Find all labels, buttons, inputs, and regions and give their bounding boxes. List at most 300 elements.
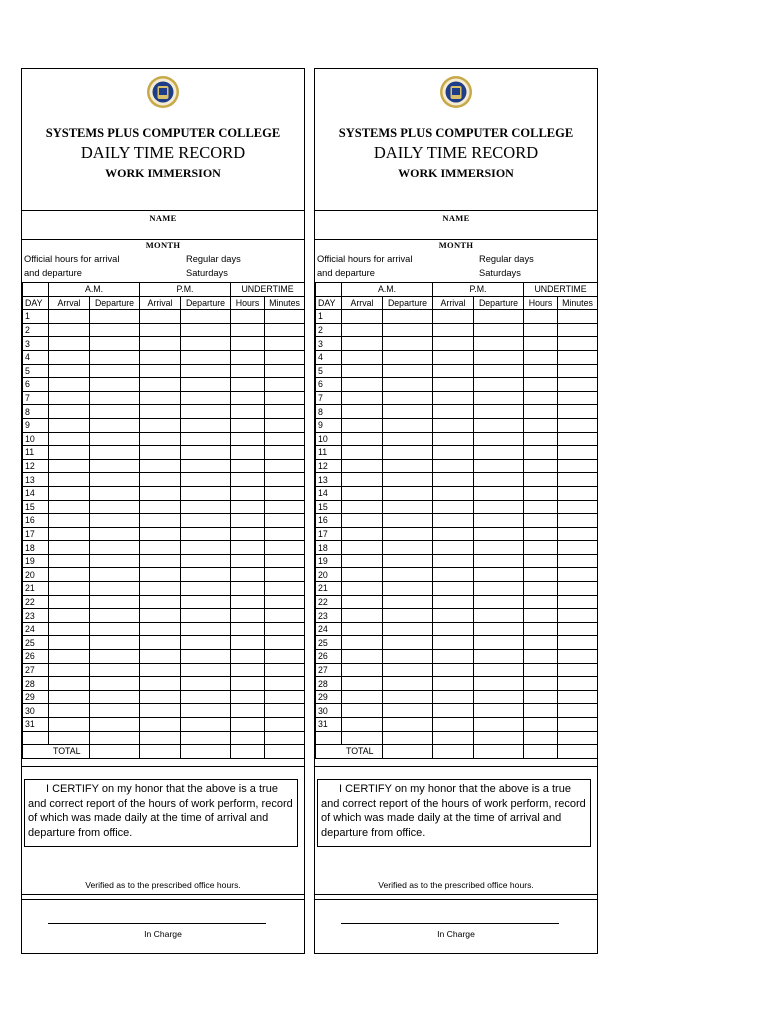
undertime-hours-cell[interactable] (524, 418, 558, 432)
am-departure-cell[interactable] (90, 554, 140, 568)
pm-departure-cell[interactable] (181, 718, 231, 732)
signature-line[interactable] (341, 923, 559, 924)
undertime-hours-cell[interactable] (231, 650, 265, 664)
am-departure-cell[interactable] (383, 378, 433, 392)
pm-arrival-cell[interactable] (140, 310, 181, 324)
undertime-hours-cell[interactable] (231, 663, 265, 677)
undertime-minutes-cell[interactable] (558, 364, 598, 378)
pm-arrival-cell[interactable] (433, 704, 474, 718)
pm-arrival-cell[interactable] (433, 500, 474, 514)
pm-departure-cell[interactable] (474, 622, 524, 636)
am-departure-cell[interactable] (90, 500, 140, 514)
pm-arrival-cell[interactable] (433, 582, 474, 596)
am-departure-cell[interactable] (90, 527, 140, 541)
am-arrival-cell[interactable] (342, 704, 383, 718)
pm-arrival-cell[interactable] (433, 337, 474, 351)
am-departure-cell[interactable] (90, 541, 140, 555)
undertime-hours-cell[interactable] (524, 595, 558, 609)
undertime-minutes-cell[interactable] (558, 405, 598, 419)
undertime-minutes-cell[interactable] (265, 663, 305, 677)
pm-arrival-cell[interactable] (433, 677, 474, 691)
am-arrival-cell[interactable] (342, 310, 383, 324)
pm-arrival-cell[interactable] (433, 418, 474, 432)
pm-arrival-cell[interactable] (433, 364, 474, 378)
undertime-minutes-cell[interactable] (265, 595, 305, 609)
name-field[interactable] (22, 210, 304, 240)
am-departure-cell[interactable] (90, 337, 140, 351)
am-departure-cell[interactable] (90, 663, 140, 677)
undertime-minutes-cell[interactable] (558, 650, 598, 664)
undertime-minutes-cell[interactable] (558, 582, 598, 596)
undertime-minutes-cell[interactable] (558, 609, 598, 623)
am-departure-cell[interactable] (90, 690, 140, 704)
am-arrival-cell[interactable] (342, 554, 383, 568)
am-arrival-cell[interactable] (342, 391, 383, 405)
undertime-minutes-cell[interactable] (265, 527, 305, 541)
pm-arrival-cell[interactable] (433, 609, 474, 623)
am-arrival-cell[interactable] (49, 718, 90, 732)
undertime-hours-cell[interactable] (231, 704, 265, 718)
am-departure-cell[interactable] (90, 609, 140, 623)
pm-arrival-cell[interactable] (140, 337, 181, 351)
undertime-hours-cell[interactable] (231, 323, 265, 337)
am-arrival-cell[interactable] (49, 595, 90, 609)
am-departure-cell[interactable] (383, 337, 433, 351)
undertime-minutes-cell[interactable] (558, 500, 598, 514)
undertime-hours-cell[interactable] (524, 650, 558, 664)
am-arrival-cell[interactable] (342, 514, 383, 528)
pm-departure-cell[interactable] (474, 446, 524, 460)
pm-arrival-cell[interactable] (433, 350, 474, 364)
am-arrival-cell[interactable] (342, 446, 383, 460)
undertime-minutes-cell[interactable] (265, 323, 305, 337)
pm-departure-cell[interactable] (474, 500, 524, 514)
am-departure-cell[interactable] (90, 364, 140, 378)
am-departure-cell[interactable] (383, 473, 433, 487)
am-arrival-cell[interactable] (49, 704, 90, 718)
undertime-hours-cell[interactable] (524, 514, 558, 528)
undertime-hours-cell[interactable] (524, 582, 558, 596)
pm-departure-cell[interactable] (474, 704, 524, 718)
am-arrival-cell[interactable] (49, 609, 90, 623)
pm-departure-cell[interactable] (181, 378, 231, 392)
pm-departure-cell[interactable] (474, 486, 524, 500)
undertime-hours-cell[interactable] (231, 636, 265, 650)
am-departure-cell[interactable] (383, 554, 433, 568)
undertime-minutes-cell[interactable] (558, 323, 598, 337)
pm-arrival-cell[interactable] (140, 568, 181, 582)
am-departure-cell[interactable] (383, 677, 433, 691)
pm-departure-cell[interactable] (474, 378, 524, 392)
undertime-hours-cell[interactable] (231, 473, 265, 487)
pm-departure-cell[interactable] (181, 582, 231, 596)
pm-arrival-cell[interactable] (140, 718, 181, 732)
undertime-hours-cell[interactable] (231, 554, 265, 568)
am-departure-cell[interactable] (383, 418, 433, 432)
undertime-minutes-cell[interactable] (265, 405, 305, 419)
am-departure-cell[interactable] (383, 527, 433, 541)
am-departure-cell[interactable] (383, 595, 433, 609)
undertime-hours-cell[interactable] (524, 364, 558, 378)
signature-line[interactable] (48, 923, 266, 924)
am-arrival-cell[interactable] (342, 677, 383, 691)
am-arrival-cell[interactable] (49, 500, 90, 514)
undertime-hours-cell[interactable] (231, 378, 265, 392)
undertime-hours-cell[interactable] (231, 486, 265, 500)
am-arrival-cell[interactable] (342, 337, 383, 351)
am-arrival-cell[interactable] (49, 323, 90, 337)
am-arrival-cell[interactable] (49, 514, 90, 528)
pm-arrival-cell[interactable] (140, 418, 181, 432)
undertime-minutes-cell[interactable] (265, 568, 305, 582)
am-departure-cell[interactable] (90, 391, 140, 405)
pm-arrival-cell[interactable] (140, 704, 181, 718)
undertime-minutes-cell[interactable] (558, 718, 598, 732)
undertime-hours-cell[interactable] (231, 337, 265, 351)
pm-arrival-cell[interactable] (140, 663, 181, 677)
am-departure-cell[interactable] (383, 323, 433, 337)
pm-arrival-cell[interactable] (433, 650, 474, 664)
pm-departure-cell[interactable] (474, 323, 524, 337)
pm-arrival-cell[interactable] (433, 473, 474, 487)
am-departure-cell[interactable] (90, 704, 140, 718)
undertime-hours-cell[interactable] (231, 350, 265, 364)
undertime-hours-cell[interactable] (524, 704, 558, 718)
pm-arrival-cell[interactable] (433, 323, 474, 337)
undertime-hours-cell[interactable] (524, 473, 558, 487)
am-departure-cell[interactable] (90, 473, 140, 487)
am-arrival-cell[interactable] (342, 582, 383, 596)
pm-arrival-cell[interactable] (140, 541, 181, 555)
undertime-minutes-cell[interactable] (265, 486, 305, 500)
am-departure-cell[interactable] (383, 704, 433, 718)
undertime-minutes-cell[interactable] (265, 310, 305, 324)
undertime-minutes-cell[interactable] (558, 486, 598, 500)
pm-arrival-cell[interactable] (433, 486, 474, 500)
pm-departure-cell[interactable] (181, 310, 231, 324)
pm-departure-cell[interactable] (474, 405, 524, 419)
undertime-minutes-cell[interactable] (558, 337, 598, 351)
undertime-hours-cell[interactable] (524, 622, 558, 636)
am-departure-cell[interactable] (90, 677, 140, 691)
am-arrival-cell[interactable] (342, 609, 383, 623)
pm-arrival-cell[interactable] (433, 405, 474, 419)
am-departure-cell[interactable] (383, 310, 433, 324)
pm-departure-cell[interactable] (474, 310, 524, 324)
undertime-minutes-cell[interactable] (558, 432, 598, 446)
undertime-minutes-cell[interactable] (265, 650, 305, 664)
pm-arrival-cell[interactable] (433, 568, 474, 582)
undertime-hours-cell[interactable] (231, 446, 265, 460)
undertime-hours-cell[interactable] (231, 364, 265, 378)
am-departure-cell[interactable] (383, 609, 433, 623)
am-arrival-cell[interactable] (49, 650, 90, 664)
undertime-hours-cell[interactable] (231, 595, 265, 609)
undertime-minutes-cell[interactable] (265, 541, 305, 555)
undertime-hours-cell[interactable] (231, 514, 265, 528)
pm-departure-cell[interactable] (181, 677, 231, 691)
undertime-minutes-cell[interactable] (558, 622, 598, 636)
pm-departure-cell[interactable] (474, 636, 524, 650)
am-arrival-cell[interactable] (342, 568, 383, 582)
undertime-hours-cell[interactable] (231, 718, 265, 732)
am-departure-cell[interactable] (90, 514, 140, 528)
undertime-minutes-cell[interactable] (265, 418, 305, 432)
pm-departure-cell[interactable] (181, 514, 231, 528)
undertime-hours-cell[interactable] (524, 432, 558, 446)
undertime-hours-cell[interactable] (524, 459, 558, 473)
am-arrival-cell[interactable] (342, 527, 383, 541)
am-arrival-cell[interactable] (342, 364, 383, 378)
am-departure-cell[interactable] (383, 500, 433, 514)
pm-departure-cell[interactable] (181, 500, 231, 514)
pm-departure-cell[interactable] (181, 704, 231, 718)
am-departure-cell[interactable] (90, 718, 140, 732)
undertime-hours-cell[interactable] (524, 310, 558, 324)
undertime-hours-cell[interactable] (231, 459, 265, 473)
undertime-hours-cell[interactable] (524, 527, 558, 541)
undertime-minutes-cell[interactable] (265, 636, 305, 650)
undertime-hours-cell[interactable] (524, 677, 558, 691)
am-arrival-cell[interactable] (49, 310, 90, 324)
undertime-minutes-cell[interactable] (265, 690, 305, 704)
undertime-hours-cell[interactable] (524, 554, 558, 568)
am-arrival-cell[interactable] (49, 473, 90, 487)
pm-departure-cell[interactable] (474, 418, 524, 432)
undertime-minutes-cell[interactable] (558, 541, 598, 555)
am-arrival-cell[interactable] (342, 595, 383, 609)
am-departure-cell[interactable] (383, 650, 433, 664)
am-arrival-cell[interactable] (342, 650, 383, 664)
am-departure-cell[interactable] (90, 622, 140, 636)
undertime-hours-cell[interactable] (231, 405, 265, 419)
am-arrival-cell[interactable] (342, 323, 383, 337)
pm-departure-cell[interactable] (181, 690, 231, 704)
pm-arrival-cell[interactable] (433, 527, 474, 541)
undertime-hours-cell[interactable] (524, 609, 558, 623)
pm-arrival-cell[interactable] (140, 677, 181, 691)
pm-arrival-cell[interactable] (140, 595, 181, 609)
undertime-hours-cell[interactable] (231, 541, 265, 555)
undertime-minutes-cell[interactable] (265, 622, 305, 636)
pm-arrival-cell[interactable] (433, 514, 474, 528)
am-arrival-cell[interactable] (49, 364, 90, 378)
pm-departure-cell[interactable] (474, 677, 524, 691)
am-arrival-cell[interactable] (49, 636, 90, 650)
pm-departure-cell[interactable] (181, 622, 231, 636)
undertime-minutes-cell[interactable] (558, 310, 598, 324)
undertime-hours-cell[interactable] (524, 323, 558, 337)
am-arrival-cell[interactable] (49, 378, 90, 392)
am-arrival-cell[interactable] (342, 486, 383, 500)
pm-arrival-cell[interactable] (140, 459, 181, 473)
am-departure-cell[interactable] (383, 663, 433, 677)
undertime-hours-cell[interactable] (524, 636, 558, 650)
undertime-minutes-cell[interactable] (265, 391, 305, 405)
pm-departure-cell[interactable] (474, 718, 524, 732)
pm-departure-cell[interactable] (181, 568, 231, 582)
undertime-minutes-cell[interactable] (558, 514, 598, 528)
am-arrival-cell[interactable] (342, 690, 383, 704)
pm-arrival-cell[interactable] (140, 527, 181, 541)
pm-departure-cell[interactable] (181, 650, 231, 664)
pm-arrival-cell[interactable] (140, 323, 181, 337)
undertime-hours-cell[interactable] (231, 418, 265, 432)
pm-arrival-cell[interactable] (433, 541, 474, 555)
am-departure-cell[interactable] (90, 310, 140, 324)
pm-departure-cell[interactable] (474, 554, 524, 568)
am-arrival-cell[interactable] (342, 432, 383, 446)
pm-arrival-cell[interactable] (433, 554, 474, 568)
am-arrival-cell[interactable] (342, 350, 383, 364)
pm-arrival-cell[interactable] (433, 459, 474, 473)
am-departure-cell[interactable] (383, 350, 433, 364)
pm-departure-cell[interactable] (181, 486, 231, 500)
undertime-minutes-cell[interactable] (265, 582, 305, 596)
am-arrival-cell[interactable] (342, 378, 383, 392)
undertime-hours-cell[interactable] (524, 486, 558, 500)
am-departure-cell[interactable] (383, 541, 433, 555)
pm-departure-cell[interactable] (474, 609, 524, 623)
pm-arrival-cell[interactable] (140, 473, 181, 487)
pm-arrival-cell[interactable] (140, 500, 181, 514)
am-departure-cell[interactable] (90, 378, 140, 392)
am-departure-cell[interactable] (383, 718, 433, 732)
pm-arrival-cell[interactable] (140, 378, 181, 392)
pm-departure-cell[interactable] (181, 636, 231, 650)
pm-departure-cell[interactable] (181, 609, 231, 623)
undertime-minutes-cell[interactable] (558, 690, 598, 704)
pm-departure-cell[interactable] (181, 554, 231, 568)
am-departure-cell[interactable] (383, 459, 433, 473)
am-arrival-cell[interactable] (49, 541, 90, 555)
undertime-minutes-cell[interactable] (265, 500, 305, 514)
undertime-minutes-cell[interactable] (265, 514, 305, 528)
am-departure-cell[interactable] (90, 446, 140, 460)
pm-arrival-cell[interactable] (433, 391, 474, 405)
pm-arrival-cell[interactable] (140, 582, 181, 596)
undertime-minutes-cell[interactable] (558, 446, 598, 460)
am-departure-cell[interactable] (383, 486, 433, 500)
am-departure-cell[interactable] (90, 350, 140, 364)
pm-arrival-cell[interactable] (433, 378, 474, 392)
pm-departure-cell[interactable] (181, 418, 231, 432)
pm-departure-cell[interactable] (474, 432, 524, 446)
undertime-minutes-cell[interactable] (265, 459, 305, 473)
pm-arrival-cell[interactable] (140, 636, 181, 650)
am-arrival-cell[interactable] (49, 568, 90, 582)
am-arrival-cell[interactable] (49, 554, 90, 568)
undertime-hours-cell[interactable] (231, 677, 265, 691)
am-departure-cell[interactable] (383, 364, 433, 378)
am-arrival-cell[interactable] (342, 405, 383, 419)
am-arrival-cell[interactable] (49, 677, 90, 691)
undertime-hours-cell[interactable] (231, 432, 265, 446)
undertime-minutes-cell[interactable] (558, 704, 598, 718)
am-departure-cell[interactable] (90, 636, 140, 650)
pm-arrival-cell[interactable] (433, 622, 474, 636)
am-departure-cell[interactable] (383, 514, 433, 528)
am-arrival-cell[interactable] (342, 636, 383, 650)
pm-departure-cell[interactable] (474, 582, 524, 596)
pm-departure-cell[interactable] (474, 595, 524, 609)
undertime-minutes-cell[interactable] (265, 704, 305, 718)
undertime-minutes-cell[interactable] (558, 554, 598, 568)
undertime-minutes-cell[interactable] (265, 350, 305, 364)
undertime-minutes-cell[interactable] (558, 677, 598, 691)
pm-arrival-cell[interactable] (140, 514, 181, 528)
undertime-hours-cell[interactable] (524, 405, 558, 419)
pm-arrival-cell[interactable] (140, 405, 181, 419)
am-arrival-cell[interactable] (49, 582, 90, 596)
undertime-minutes-cell[interactable] (265, 364, 305, 378)
am-departure-cell[interactable] (383, 446, 433, 460)
pm-departure-cell[interactable] (181, 459, 231, 473)
undertime-minutes-cell[interactable] (265, 718, 305, 732)
am-arrival-cell[interactable] (49, 405, 90, 419)
am-arrival-cell[interactable] (49, 337, 90, 351)
am-arrival-cell[interactable] (342, 541, 383, 555)
undertime-hours-cell[interactable] (231, 310, 265, 324)
pm-arrival-cell[interactable] (140, 609, 181, 623)
undertime-minutes-cell[interactable] (558, 595, 598, 609)
pm-arrival-cell[interactable] (140, 622, 181, 636)
undertime-minutes-cell[interactable] (558, 636, 598, 650)
undertime-hours-cell[interactable] (231, 622, 265, 636)
am-arrival-cell[interactable] (49, 690, 90, 704)
undertime-hours-cell[interactable] (231, 690, 265, 704)
am-departure-cell[interactable] (90, 650, 140, 664)
pm-departure-cell[interactable] (474, 391, 524, 405)
am-arrival-cell[interactable] (49, 418, 90, 432)
undertime-hours-cell[interactable] (524, 337, 558, 351)
undertime-minutes-cell[interactable] (265, 378, 305, 392)
pm-departure-cell[interactable] (474, 337, 524, 351)
am-departure-cell[interactable] (383, 405, 433, 419)
pm-departure-cell[interactable] (181, 350, 231, 364)
am-arrival-cell[interactable] (49, 391, 90, 405)
am-departure-cell[interactable] (90, 486, 140, 500)
am-arrival-cell[interactable] (342, 418, 383, 432)
pm-departure-cell[interactable] (474, 527, 524, 541)
pm-departure-cell[interactable] (181, 473, 231, 487)
pm-arrival-cell[interactable] (140, 350, 181, 364)
am-departure-cell[interactable] (90, 459, 140, 473)
pm-arrival-cell[interactable] (433, 432, 474, 446)
pm-departure-cell[interactable] (181, 527, 231, 541)
undertime-minutes-cell[interactable] (558, 568, 598, 582)
undertime-hours-cell[interactable] (231, 500, 265, 514)
am-departure-cell[interactable] (383, 622, 433, 636)
pm-arrival-cell[interactable] (140, 391, 181, 405)
undertime-minutes-cell[interactable] (558, 350, 598, 364)
pm-arrival-cell[interactable] (140, 364, 181, 378)
pm-departure-cell[interactable] (474, 568, 524, 582)
undertime-minutes-cell[interactable] (265, 677, 305, 691)
pm-departure-cell[interactable] (181, 391, 231, 405)
undertime-minutes-cell[interactable] (558, 459, 598, 473)
am-arrival-cell[interactable] (49, 663, 90, 677)
pm-departure-cell[interactable] (181, 432, 231, 446)
undertime-hours-cell[interactable] (524, 541, 558, 555)
undertime-hours-cell[interactable] (231, 582, 265, 596)
am-arrival-cell[interactable] (49, 432, 90, 446)
am-departure-cell[interactable] (383, 636, 433, 650)
pm-departure-cell[interactable] (474, 663, 524, 677)
am-departure-cell[interactable] (90, 405, 140, 419)
am-departure-cell[interactable] (383, 432, 433, 446)
pm-departure-cell[interactable] (474, 364, 524, 378)
